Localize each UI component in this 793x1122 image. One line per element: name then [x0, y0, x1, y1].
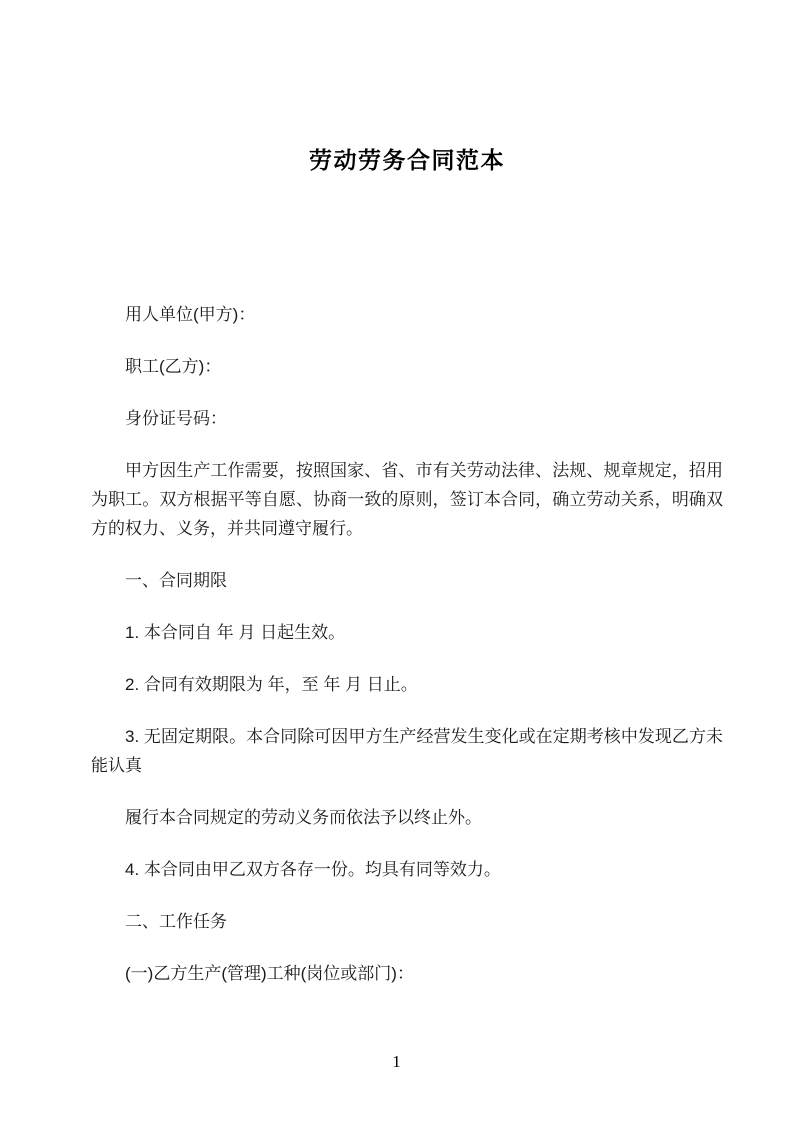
page-number: 1 — [392, 1052, 401, 1071]
clause-2-1: (一)乙方生产(管理)工种(岗位或部门)： — [125, 964, 414, 983]
party-b-line: 职工(乙方)： — [125, 357, 222, 376]
clause-1-2: 2. 合同有效期限为 年，至 年 月 日止。 — [125, 675, 418, 694]
clause-1-4: 4. 本合同由甲乙双方各存一份。均具有同等效力。 — [125, 860, 501, 879]
section-2-heading: 二、工作任务 — [125, 912, 227, 931]
clause-1-1: 1. 本合同自 年 月 日起生效。 — [125, 623, 346, 642]
section-1-heading: 一、合同期限 — [125, 571, 227, 590]
preamble-paragraph: 甲方因生产工作需要，按照国家、省、市有关劳动法律、法规、规章规定，招用为职工。双方根据平等自愿、协商一致的原则，签订本合同，确立劳动关系，明确双方的权力、义务，并共同遵守履行。 — [91, 461, 723, 538]
document-content — [91, 143, 723, 1011]
clause-1-3: 3. 无固定期限。本合同除可因甲方生产经营发生变化或在定期考核中发现乙方未能认真 — [91, 727, 723, 775]
clause-1-3-continued: 履行本合同规定的劳动义务而依法予以终止外。 — [125, 808, 482, 827]
party-a-line: 用人单位(甲方)： — [125, 305, 256, 324]
document-title: 劳动劳务合同范本 — [309, 147, 505, 173]
id-number-line: 身份证号码： — [125, 409, 227, 428]
